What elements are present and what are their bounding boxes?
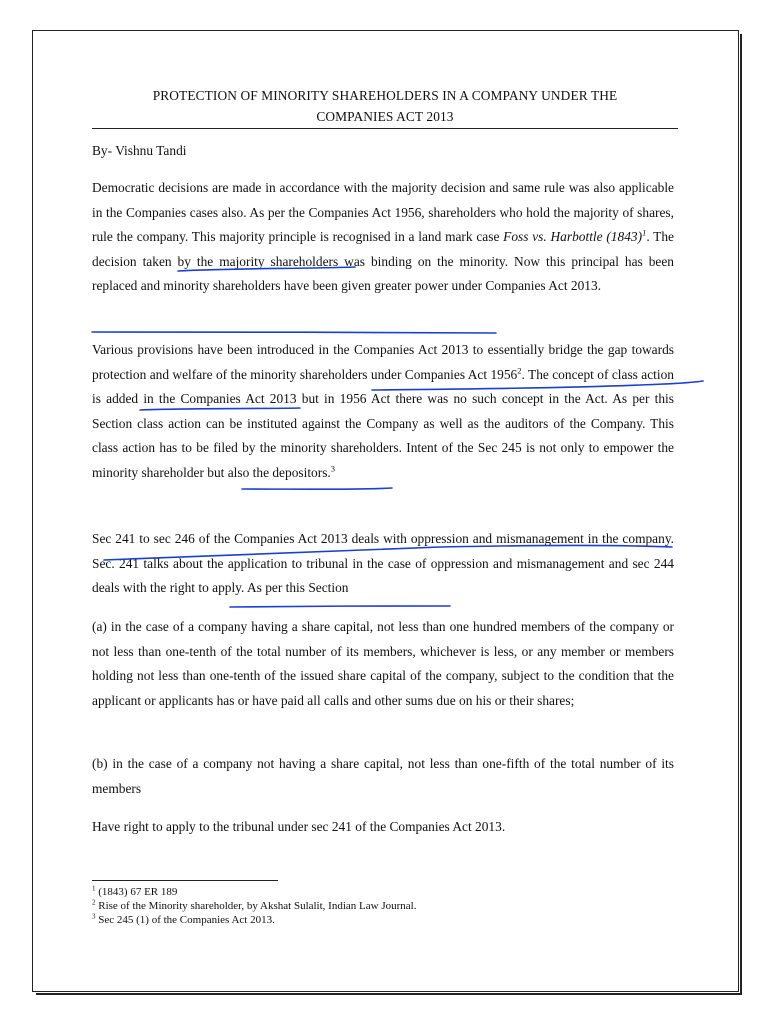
p2-text-b: . The concept of class action is added in the Companies Act 2013 but in 1956 Act there was no such concept in the Act. As per this Section class action can be instituted against the Company as well as the auditors of the Company. This class action has to be filed by the minority shareholders. Intent of the Sec 245 is not only to empower the minority shareholder but also the depositors. — [92, 366, 674, 480]
document-title — [92, 85, 678, 127]
paragraph-3: Sec 241 to sec 246 of the Companies Act 2013 deals with oppression and mismanagement in the company. Sec. 241 talks about the application to tribunal in the case of oppression and mismanagement and sec 244 deals with the right to apply. As per this Section — [92, 531, 674, 596]
footnote-ref-2: 2 — [517, 365, 522, 376]
footnote-2: $^2$ Rise of the Minority shareholder, by Akshat Sulalit, Indian Law Journal. — [92, 898, 417, 912]
case-name: Foss vs. Harbottle (1843) — [503, 229, 643, 245]
footnote-ref-3: 3 — [330, 463, 336, 474]
title-line-2: COMPANIES ACT 2013 — [316, 109, 454, 124]
footnote-1: $^1$ (1843) 67 ER 189 — [92, 884, 178, 898]
p1-text-a: Democratic decisions are made in accordance with the majority decision and same rule was also applicable in the Companies cases also. As per the Companies Act 1956, shareholders who hold the majority of shares, rule the company. This majority principle is recognised in a land mark case — [92, 180, 674, 245]
paragraph-5: (b) in the case of a company not having a share capital, not less than one-fifth of the total number of its members — [92, 756, 674, 796]
footnote-ref-1: 1 — [642, 227, 647, 238]
footnotes — [92, 885, 674, 927]
page-border — [32, 30, 739, 992]
footnote-rule — [92, 880, 278, 881]
p1-text-b: . The decision taken by the majority shareholders was binding on the minority. Now this principal has been replaced and minority shareholders have been given greater power under Companies Act 2013. — [92, 229, 675, 294]
paragraph-4: (a) in the case of a company having a share capital, not less than one hundred members of the company or not less than one-tenth of the total number of its members, whichever is less, or any member or members holding not less than one-tenth of the issued share capital of the company, subject to the condition that the applicant or applicants has or have paid all calls and other sums due on his or their shares; — [92, 619, 674, 708]
paragraph-1 — [92, 176, 674, 299]
p2-text-a: Various provisions have been introduced in the Companies Act 2013 to essentially bridge the gap towards protection and welfare of the minority shareholders under Companies Act 1956 — [92, 342, 674, 382]
footnote-3: $^3$ Sec 245 (1) of the Companies Act 2013. — [92, 912, 275, 926]
title-rule — [92, 128, 678, 129]
byline: By- Vishnu Tandi — [92, 143, 187, 158]
title-line-1: PROTECTION OF MINORITY SHAREHOLDERS IN A COMPANY UNDER THE — [152, 88, 618, 103]
paragraph-2 — [92, 338, 674, 486]
paragraph-6: Have right to apply to the tribunal under sec 241 of the Companies Act 2013. — [92, 819, 506, 834]
